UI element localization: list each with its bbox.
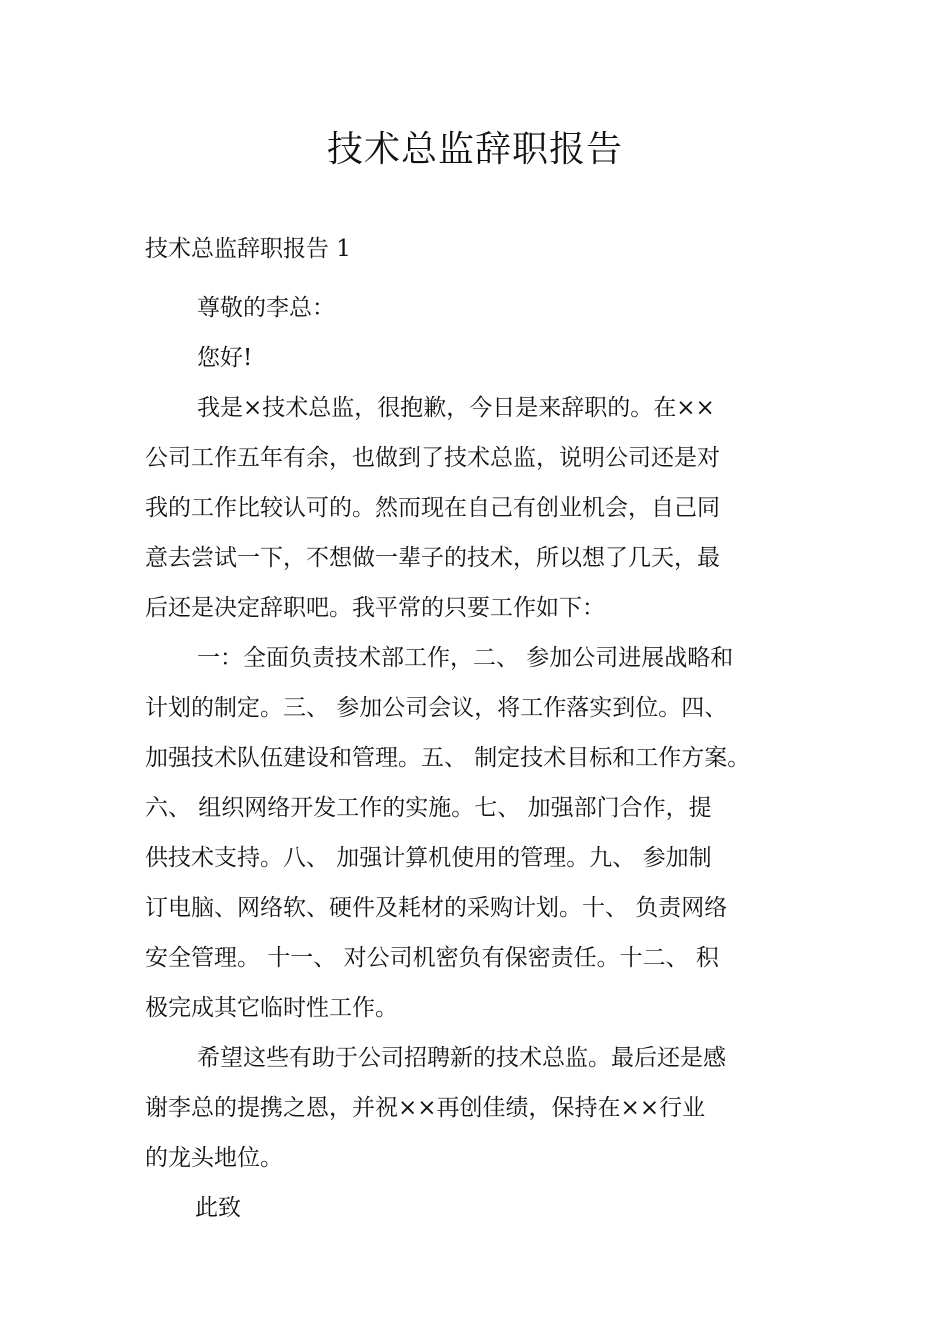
paragraph-line: 我是×技术总监，很抱歉，今日是来辞职的。在××	[197, 395, 715, 421]
salutation: 尊敬的李总：	[197, 295, 335, 321]
paragraph-line: 订电脑、网络软、硬件及耗材的采购计划。十、 负责网络	[145, 895, 728, 921]
paragraph-line: 供技术支持。八、 加强计算机使用的管理。九、 参加制	[145, 845, 712, 871]
paragraph-line: 谢李总的提携之恩，并祝××再创佳绩，保持在××行业	[145, 1095, 706, 1121]
paragraph-line: 一：全面负责技术部工作，二、 参加公司进展战略和	[197, 645, 734, 671]
paragraph-line: 加强技术队伍建设和管理。五、 制定技术目标和工作方案。	[145, 745, 751, 771]
closing: 此致	[195, 1195, 241, 1221]
greeting: 您好!	[197, 345, 253, 371]
paragraph-line: 安全管理。 十一、 对公司机密负有保密责任。十二、 积	[145, 945, 719, 971]
paragraph-line: 公司工作五年有余，也做到了技术总监，说明公司还是对	[145, 445, 720, 471]
paragraph-line: 我的工作比较认可的。然而现在自己有创业机会，自己同	[145, 495, 720, 521]
document-body	[145, 283, 821, 1233]
document-subtitle: 技术总监辞职报告 1	[145, 236, 351, 262]
paragraph-line: 希望这些有助于公司招聘新的技术总监。最后还是感	[197, 1045, 726, 1071]
paragraph-line: 意去尝试一下，不想做一辈子的技术，所以想了几天，最	[145, 545, 720, 571]
paragraph-line: 的龙头地位。	[145, 1145, 283, 1171]
document-title: 技术总监辞职报告	[326, 129, 623, 170]
paragraph-line: 计划的制定。三、 参加公司会议，将工作落实到位。四、	[145, 695, 728, 721]
paragraph-line: 后还是决定辞职吧。我平常的只要工作如下：	[145, 595, 605, 621]
paragraph-line: 极完成其它临时性工作。	[145, 995, 398, 1021]
paragraph-line: 六、 组织网络开发工作的实施。七、 加强部门合作，提	[145, 795, 712, 821]
